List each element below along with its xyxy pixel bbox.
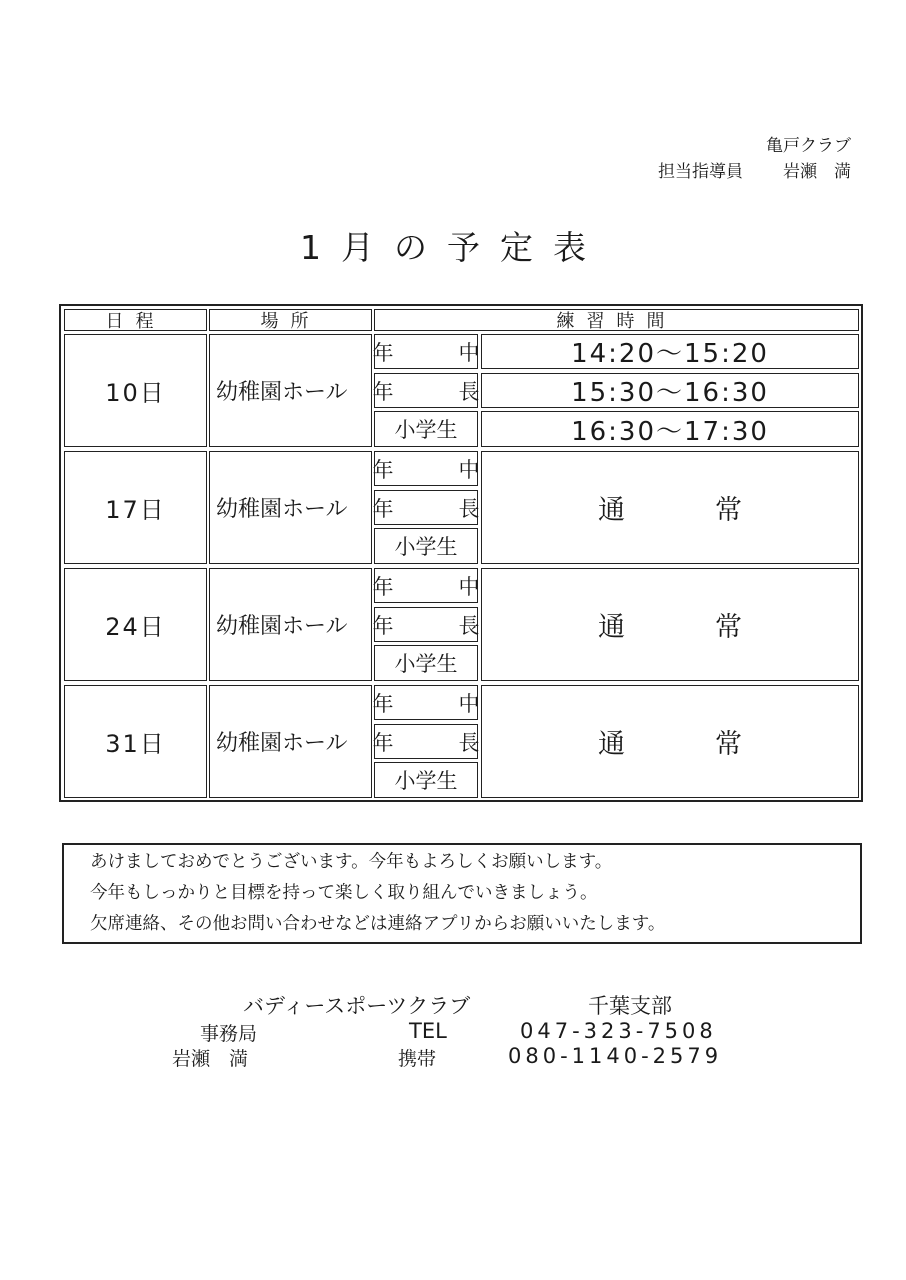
row-date: 24日 — [64, 568, 207, 681]
normal-schedule-cell — [481, 451, 859, 564]
grade-cell: 小学生 — [374, 411, 478, 447]
grade-cell: 年 中 — [374, 685, 478, 720]
message-line: 欠席連絡、その他お問い合わせなどは連絡アプリからお願いいたします。 — [90, 914, 666, 934]
grade-cell: 小学生 — [374, 762, 478, 798]
staff-role: 担当指導員 — [658, 162, 743, 182]
grade-cell: 年 長 — [374, 373, 478, 408]
time-cell: 16:30～17:30 — [481, 411, 859, 447]
header-date: 日程 — [64, 309, 207, 331]
grade-cell: 年 中 — [374, 568, 478, 603]
normal-char: 常 — [715, 612, 742, 643]
message-line: 今年もしっかりと目標を持って楽しく取り組んでいきましょう。 — [90, 883, 598, 903]
row-date: 10日 — [64, 334, 207, 447]
row-date: 17日 — [64, 451, 207, 564]
normal-schedule-cell — [481, 568, 859, 681]
footer-branch: 千葉支部 — [588, 994, 672, 1018]
row-place: 幼稚園ホール — [209, 451, 372, 564]
message-box — [62, 843, 862, 944]
time-cell: 14:20～15:20 — [481, 334, 859, 369]
grade-cell: 年 中 — [374, 451, 478, 486]
grade-cell: 小学生 — [374, 528, 478, 564]
grade-cell: 年 中 — [374, 334, 478, 369]
message-line: あけましておめでとうございます。今年もよろしくお願いします。 — [90, 852, 613, 872]
footer-office-label: 事務局 — [200, 1023, 258, 1045]
schedule-table — [59, 304, 863, 802]
time-cell: 15:30～16:30 — [481, 373, 859, 408]
footer-mobile-label: 携帯 — [398, 1048, 437, 1070]
staff-line — [658, 157, 851, 182]
footer-org-name: バディースポーツクラブ — [243, 994, 471, 1018]
normal-char: 通 — [598, 612, 625, 643]
row-date: 31日 — [64, 685, 207, 798]
grade-cell: 年 長 — [374, 490, 478, 525]
header-time: 練習時間 — [374, 309, 859, 331]
grade-cell: 年 長 — [374, 724, 478, 759]
footer-tel-label: TEL — [409, 1019, 447, 1043]
row-place: 幼稚園ホール — [209, 685, 372, 798]
row-place: 幼稚園ホール — [209, 568, 372, 681]
header-place: 場所 — [209, 309, 372, 331]
row-place: 幼稚園ホール — [209, 334, 372, 447]
club-name: 亀戸クラブ — [766, 136, 851, 156]
normal-char: 常 — [715, 729, 742, 760]
normal-char: 通 — [598, 729, 625, 760]
grade-cell: 小学生 — [374, 645, 478, 681]
grade-cell: 年 長 — [374, 607, 478, 642]
footer-contact-name: 岩瀬 満 — [172, 1048, 249, 1070]
page-title: 1月の予定表 — [300, 228, 606, 267]
normal-char: 通 — [598, 495, 625, 526]
footer-tel-number: 047-323-7508 — [520, 1019, 717, 1043]
staff-name: 岩瀬 満 — [783, 162, 851, 182]
footer-mobile-number: 080-1140-2579 — [508, 1044, 723, 1068]
normal-schedule-cell — [481, 685, 859, 798]
normal-char: 常 — [715, 495, 742, 526]
